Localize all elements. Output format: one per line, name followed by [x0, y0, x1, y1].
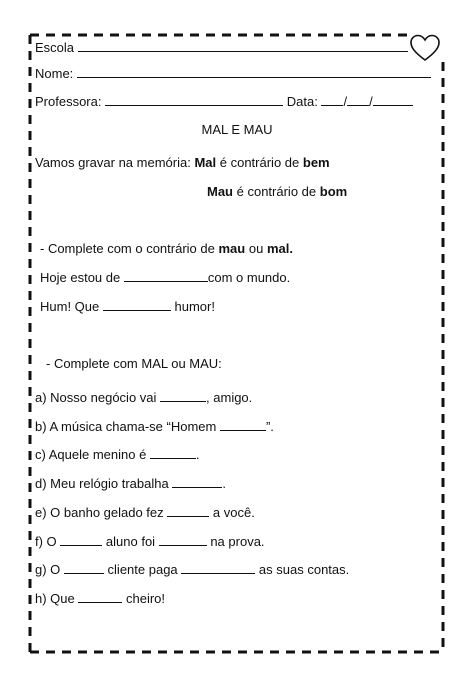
section2-instruction: - Complete com MAL ou MAU:	[46, 356, 222, 371]
exercise-item	[35, 562, 349, 578]
name-blank[interactable]	[77, 66, 431, 78]
exercise-g-blank-1[interactable]	[64, 562, 104, 574]
memory-word-1: Mal	[194, 155, 217, 170]
school-field	[35, 40, 408, 56]
date-day-blank[interactable]	[321, 94, 343, 106]
memory-text-1: é contrário de	[219, 155, 300, 170]
section1-word-a: mau	[218, 241, 246, 256]
date-separator-1: /	[343, 94, 348, 109]
date-year-blank[interactable]	[373, 94, 413, 106]
exercise-b-end: ”.	[265, 419, 274, 434]
section1-blank-1[interactable]	[124, 270, 208, 282]
exercise-a-blank[interactable]	[160, 390, 206, 402]
exercise-item	[35, 476, 226, 492]
exercise-b-text: b) A música chama-se “Homem	[35, 419, 217, 434]
exercise-f-blank-1[interactable]	[60, 534, 102, 546]
date-month-blank[interactable]	[347, 94, 369, 106]
exercise-g-text: g) O	[35, 562, 61, 577]
exercise-c-text: c) Aquele menino é	[35, 447, 147, 462]
memory-text-2: é contrário de	[236, 184, 317, 199]
exercise-g-blank-2[interactable]	[181, 562, 255, 574]
teacher-date-field	[35, 94, 413, 110]
section1-line-2	[40, 299, 215, 315]
exercise-d-blank[interactable]	[172, 476, 222, 488]
exercise-f-text: f) O	[35, 534, 57, 549]
exercise-item	[35, 534, 265, 550]
exercise-c-end: .	[195, 447, 200, 462]
section1-line2-start: Hum! Que	[40, 299, 100, 314]
memory-opposite-2: bom	[319, 184, 348, 199]
exercise-a-end: , amigo.	[206, 390, 253, 405]
exercise-f-blank-2[interactable]	[159, 534, 207, 546]
memory-intro: Vamos gravar na memória:	[35, 155, 191, 170]
exercise-c-blank[interactable]	[150, 447, 196, 459]
exercise-item	[35, 390, 252, 406]
date-separator-2: /	[369, 94, 373, 109]
exercise-f-end: na prova.	[210, 534, 265, 549]
teacher-blank[interactable]	[105, 94, 283, 106]
exercise-g-middle: cliente paga	[107, 562, 178, 577]
memory-opposite-1: bem	[302, 155, 330, 170]
memory-line-1	[35, 155, 330, 171]
section1-line1-start: Hoje estou de	[40, 270, 121, 285]
exercise-f-middle: aluno foi	[105, 534, 156, 549]
exercise-b-blank[interactable]	[220, 419, 266, 431]
exercise-item	[35, 419, 274, 435]
school-blank[interactable]	[78, 40, 408, 52]
exercise-a-text: a) Nosso negócio vai	[35, 390, 157, 405]
exercise-h-text: h) Que	[35, 591, 75, 606]
exercise-e-end: a você.	[212, 505, 255, 520]
section1-instruction-text: - Complete com o contrário de	[40, 241, 215, 256]
page-title: MAL E MAU	[201, 122, 273, 137]
memory-line-2	[207, 184, 347, 200]
exercise-item	[35, 591, 165, 607]
exercise-e-text: e) O banho gelado fez	[35, 505, 164, 520]
section1-instruction	[40, 241, 293, 257]
section1-connector: ou	[248, 241, 264, 256]
section1-blank-2[interactable]	[103, 299, 171, 311]
memory-word-2: Mau	[207, 184, 233, 199]
school-label: Escola	[35, 40, 75, 55]
name-label: Nome:	[35, 66, 74, 81]
name-field	[35, 66, 431, 82]
exercise-d-text: d) Meu relógio trabalha	[35, 476, 169, 491]
section1-line1-end: com o mundo.	[207, 270, 291, 285]
section1-line2-end: humor!	[174, 299, 215, 314]
exercise-h-blank[interactable]	[78, 591, 122, 603]
exercise-h-end: cheiro!	[126, 591, 166, 606]
section1-word-b: mal.	[266, 241, 293, 256]
exercise-e-blank[interactable]	[167, 505, 209, 517]
exercise-item	[35, 447, 200, 463]
heart-icon	[410, 34, 440, 62]
date-label: Data:	[286, 94, 318, 109]
section1-line-1	[40, 270, 290, 286]
exercise-g-end: as suas contas.	[258, 562, 350, 577]
exercise-d-end: .	[222, 476, 226, 491]
teacher-label: Professora:	[35, 94, 102, 109]
exercise-item	[35, 505, 255, 521]
